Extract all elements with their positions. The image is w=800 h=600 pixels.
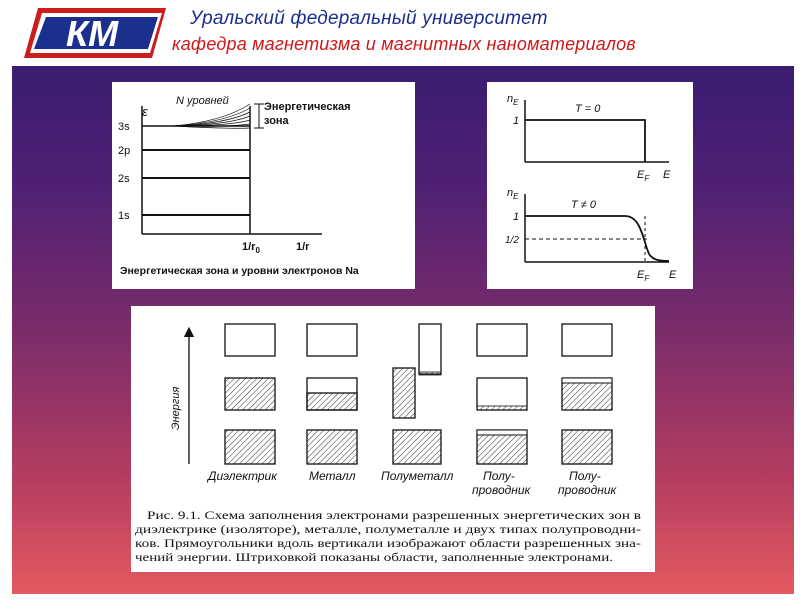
zone-label-line1: Энергетическая (264, 101, 351, 113)
metal-bands (307, 324, 357, 464)
semiconductor2-bands (562, 324, 612, 464)
bottom-ef-label: $E_F$ (637, 269, 650, 283)
label-semiconductor1-line1: Полу- (483, 469, 515, 483)
energy-band-fan (172, 104, 250, 128)
caption-line-1: Рис. 9.1. Схема заполнения электронами разрешенных энергетических зон в (147, 510, 641, 522)
sodium-levels-figure (112, 82, 415, 289)
label-semiconductor2-line2: проводник (558, 483, 617, 497)
label-metal: Металл (309, 469, 356, 483)
top-e-label: E (663, 169, 671, 181)
label-semiconductor2-line1: Полу- (569, 469, 601, 483)
n-levels-label: N уровней (176, 95, 229, 107)
caption-line-4: чений энергии. Штриховкой показаны области, заполненные электронами. (135, 552, 614, 564)
semiconductor1-bands (477, 324, 527, 464)
level-2s-label: 2s (118, 173, 130, 185)
label-semiconductor1-line2: проводник (472, 483, 531, 497)
t-zero-label: T = 0 (575, 103, 601, 115)
label-semimetal: Полуметалл (381, 469, 454, 483)
half-label: 1/2 (505, 235, 519, 246)
epsilon-label: ε (142, 104, 148, 119)
level-2p-label: 2p (118, 145, 131, 157)
top-ef-label: $E_F$ (637, 169, 650, 183)
bottom-ylabel: $n_E$ (507, 187, 519, 201)
label-dielectric: Диэлектрик (208, 469, 277, 483)
caption-line-3: ков. Прямоугольники вдоль вертикали изображают области разрешенных зна- (135, 538, 642, 550)
top-ylabel: $n_E$ (507, 93, 519, 107)
r0-tick-label: $1/r_0$ (242, 241, 260, 255)
bottom-one-label: 1 (513, 211, 520, 223)
caption-line-2: диэлектрике (изоляторе), металле, полуметалле и двух типах полупроводни- (135, 524, 642, 536)
level-3s-label: 3s (118, 121, 130, 133)
logo-text: КМ (65, 13, 119, 54)
top-one-label: 1 (513, 115, 520, 127)
semimetal-bands (393, 324, 441, 464)
zone-label-line2: зона (264, 115, 289, 127)
band-filling-figure (131, 306, 655, 572)
university-name: Уральский федеральный университет (190, 8, 548, 29)
step-curve (525, 120, 645, 162)
energy-axis-label: Энергия (170, 386, 182, 430)
university-logo (24, 4, 166, 62)
dielectric-bands (225, 324, 275, 464)
department-name: кафедра магнетизма и магнитных наноматериалов (172, 34, 636, 54)
header (0, 0, 800, 64)
fig1-caption: Энергетическая зона и уровни электронов Na (120, 265, 359, 277)
t-nonzero-label: T ≠ 0 (571, 199, 596, 211)
level-1s-label: 1s (118, 210, 130, 222)
r-tick-label: 1/r (296, 241, 310, 253)
fermi-distribution-figure (487, 82, 693, 289)
bottom-e-label: E (669, 269, 677, 281)
